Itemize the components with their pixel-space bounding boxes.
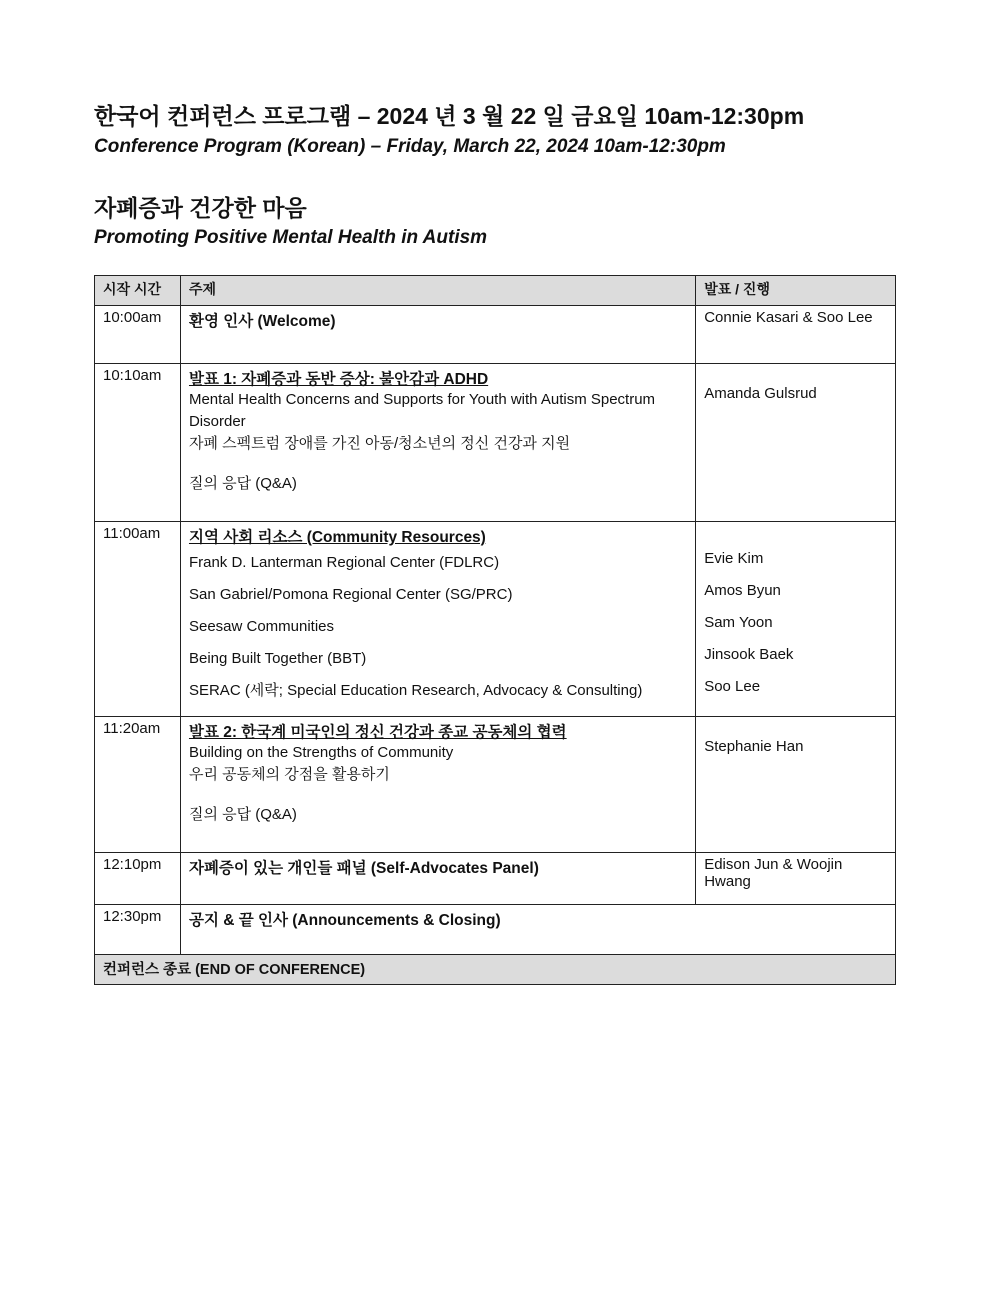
qa-label: 질의 응답 (Q&A) (188, 806, 297, 823)
row-presenter: Edison Jun & Woojin Hwang (696, 853, 896, 905)
table-header-row (95, 276, 896, 306)
table-row (95, 364, 896, 522)
topic-title: 공지 & 끝 인사 (Announcements & Closing) (188, 912, 501, 929)
row-time: 10:00am (95, 306, 181, 364)
row-topic (180, 717, 695, 853)
theme-title-english: Promoting Positive Mental Health in Autism (94, 227, 488, 248)
row-topic (180, 853, 695, 905)
resource-name: Frank D. Lanterman Regional Center (FDLRC) (188, 554, 500, 571)
row-topic (180, 306, 695, 364)
document-title-english: Conference Program (Korean) – Friday, March 22, 2024 10am-12:30pm (94, 136, 726, 157)
row-time: 10:10am (95, 364, 181, 522)
row-time: 11:20am (95, 717, 181, 853)
topic-title: 발표 2: 한국계 미국인의 정신 건강과 종교 공동체의 협력 (188, 724, 567, 741)
presenter-name: Sam Yoon (704, 614, 773, 631)
row-presenter (696, 522, 896, 717)
topic-subtitle-english: Mental Health Concerns and Supports for Youth with Autism Spectrum Disorder (188, 391, 656, 430)
table-row (95, 306, 896, 364)
header-time: 시작 시간 (95, 276, 181, 306)
header-topic: 주제 (180, 276, 695, 306)
table-row (95, 522, 896, 717)
resource-name: SERAC (세락; Special Education Research, Advocacy & Consulting) (188, 682, 643, 699)
presenter-name: Amos Byun (704, 582, 781, 599)
header-presenter: 발표 / 진행 (696, 276, 896, 306)
table-footer-row (95, 955, 896, 985)
topic-title: 환영 인사 (Welcome) (188, 313, 336, 330)
presenter-name: Jinsook Baek (704, 646, 794, 663)
row-topic (180, 522, 695, 717)
presenter-name: Stephanie Han (704, 738, 804, 755)
topic-title: 자폐증이 있는 개인들 패널 (Self-Advocates Panel) (188, 860, 539, 877)
topic-title: 발표 1: 자폐증과 동반 증상: 불안감과 ADHD (188, 371, 489, 388)
resource-name: Being Built Together (BBT) (188, 650, 367, 667)
theme-title-korean: 자폐증과 건강한 마음 (94, 195, 307, 221)
presenter-name: Amanda Gulsrud (704, 385, 817, 402)
row-presenter: Connie Kasari & Soo Lee (696, 306, 896, 364)
table-row (95, 905, 896, 955)
resource-name: San Gabriel/Pomona Regional Center (SG/PRC) (188, 586, 513, 603)
row-time: 12:10pm (95, 853, 181, 905)
row-topic (180, 364, 695, 522)
presenter-name: Evie Kim (704, 550, 764, 567)
row-time: 12:30pm (95, 905, 181, 955)
row-presenter (696, 717, 896, 853)
document-title-korean: 한국어 컨퍼런스 프로그램 – 2024 년 3 월 22 일 금요일 10am-12:30pm (94, 103, 805, 129)
row-time: 11:00am (95, 522, 181, 717)
presenter-name: Soo Lee (704, 678, 761, 695)
topic-subtitle-korean: 우리 공동체의 강점을 활용하기 (188, 766, 390, 783)
topic-subtitle-korean: 자폐 스펙트럼 장애를 가진 아동/청소년의 정신 건강과 지원 (188, 435, 571, 452)
table-row (95, 717, 896, 853)
qa-label: 질의 응답 (Q&A) (188, 475, 297, 492)
row-topic (180, 905, 895, 955)
program-table (94, 275, 896, 985)
topic-title: 지역 사회 리소스 (Community Resources) (188, 529, 486, 546)
topic-subtitle-english: Building on the Strengths of Community (188, 744, 454, 761)
row-presenter (696, 364, 896, 522)
table-row (95, 853, 896, 905)
end-of-conference: 컨퍼런스 종료 (END OF CONFERENCE) (95, 955, 896, 985)
resource-name: Seesaw Communities (188, 618, 335, 635)
